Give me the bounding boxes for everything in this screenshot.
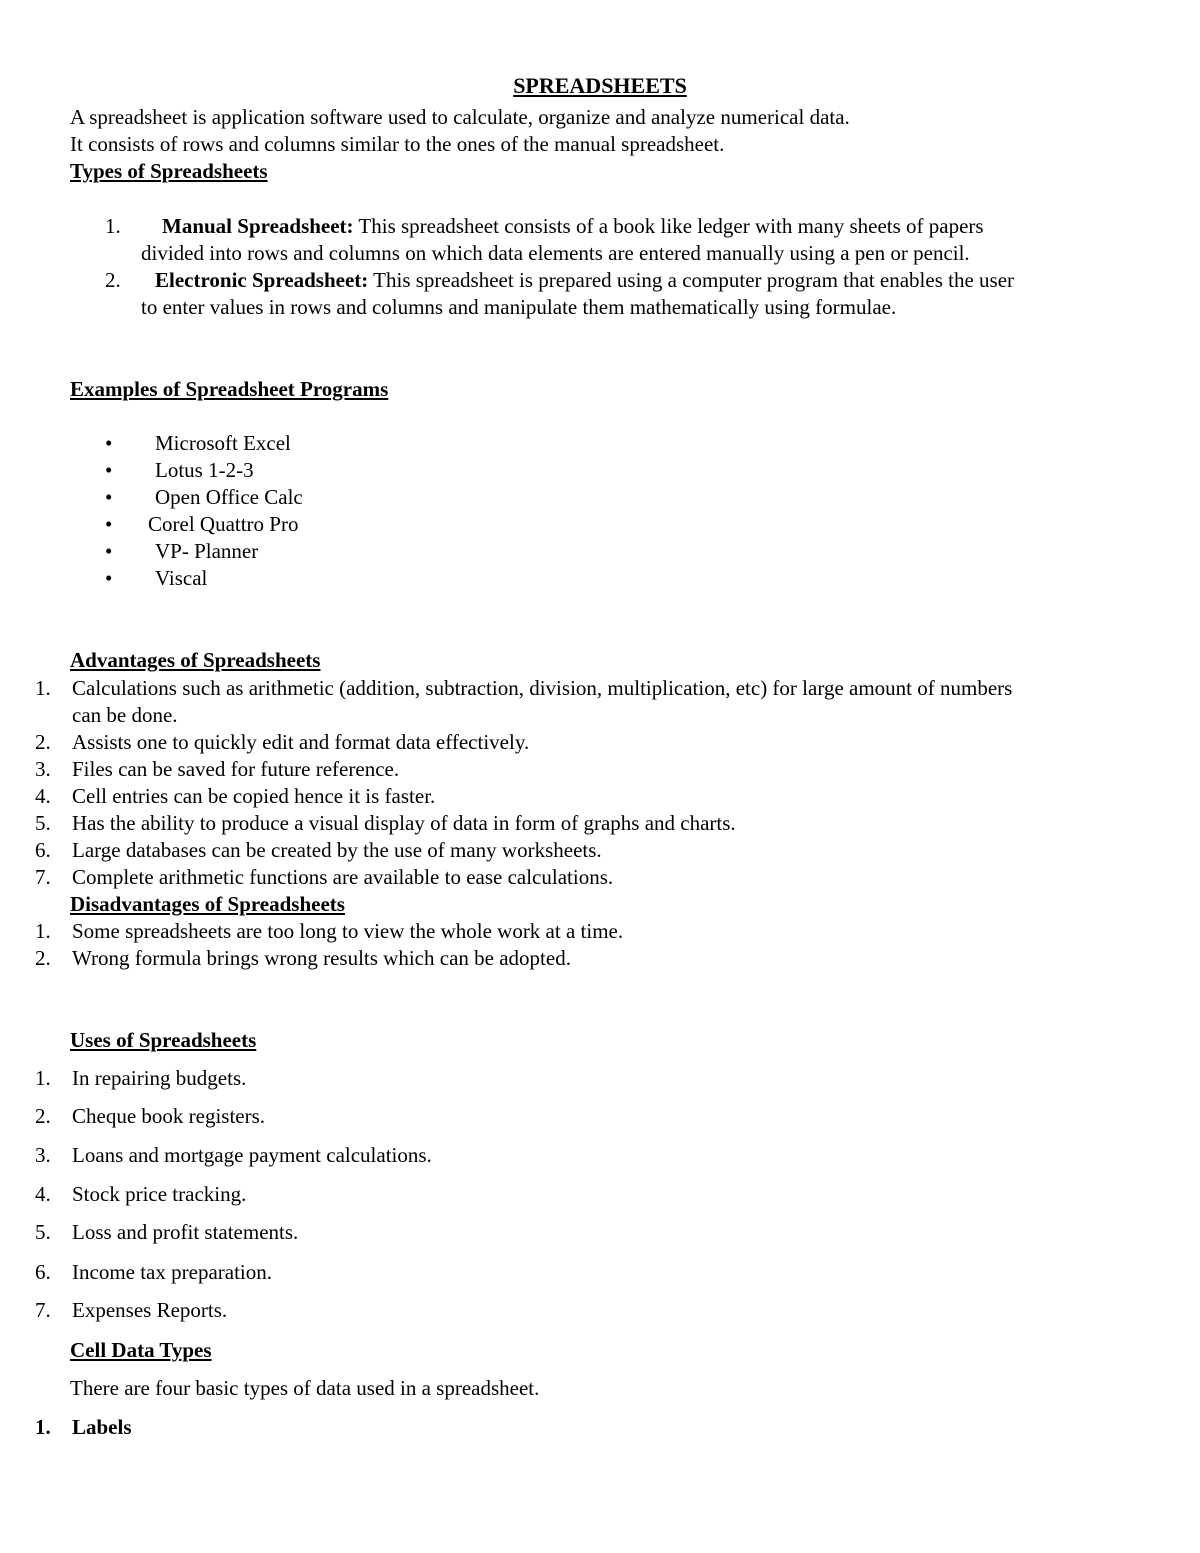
intro-line: A spreadsheet is application software used to calculate, organize and analyze numerical data. <box>70 105 850 129</box>
list-item: Microsoft Excel <box>155 431 291 455</box>
list-number: 2. <box>35 946 51 970</box>
type-term: Electronic Spreadsheet: <box>155 268 369 292</box>
list-number: 5. <box>35 811 51 835</box>
type-desc: This spreadsheet is prepared using a computer program that enables the user <box>368 268 1015 292</box>
list-item: Labels <box>72 1415 132 1439</box>
list-item: VP- Planner <box>155 539 259 563</box>
list-item: Assists one to quickly edit and format data effectively. <box>72 730 530 754</box>
bullet: • <box>105 566 113 590</box>
type-desc-cont: divided into rows and columns on which data elements are entered manually using a pen or pencil. <box>141 241 970 265</box>
list-item: Cheque book registers. <box>72 1104 266 1128</box>
list-item: Loans and mortgage payment calculations. <box>72 1143 432 1167</box>
intro-line: It consists of rows and columns similar to the ones of the manual spreadsheet. <box>70 132 725 156</box>
list-item: Files can be saved for future reference. <box>72 757 400 781</box>
list-number: 1. <box>35 1066 51 1090</box>
list-item: Viscal <box>155 566 208 590</box>
list-item: Corel Quattro Pro <box>148 512 299 536</box>
list-item: Complete arithmetic functions are available to ease calculations. <box>72 865 614 889</box>
list-number: 1. <box>35 676 51 700</box>
type-desc: This spreadsheet consists of a book like ledger with many sheets of papers <box>353 214 984 238</box>
list-item: Calculations such as arithmetic (addition, subtraction, division, multiplication, etc) for large amount of numbers <box>72 676 1013 700</box>
list-item: In repairing budgets. <box>72 1066 247 1090</box>
list-number: 6. <box>35 838 51 862</box>
list-number: 3. <box>35 757 51 781</box>
list-number: 2. <box>105 268 121 292</box>
type-desc-cont: to enter values in rows and columns and manipulate them mathematically using formulae. <box>141 295 897 319</box>
list-item: Large databases can be created by the use of many worksheets. <box>72 838 602 862</box>
list-number: 7. <box>35 1298 51 1322</box>
list-item: Stock price tracking. <box>72 1182 247 1206</box>
list-item <box>155 268 1014 292</box>
list-item: Lotus 1-2-3 <box>155 458 254 482</box>
bullet: • <box>105 485 113 509</box>
list-number: 6. <box>35 1260 51 1284</box>
uses-heading: Uses of Spreadsheets <box>70 1028 257 1052</box>
list-number: 1. <box>105 214 121 238</box>
disadvantages-heading: Disadvantages of Spreadsheets <box>70 892 345 916</box>
page-title: SPREADSHEETS <box>513 73 687 98</box>
examples-heading: Examples of Spreadsheet Programs <box>70 377 389 401</box>
list-item: Cell entries can be copied hence it is faster. <box>72 784 436 808</box>
list-number: 4. <box>35 1182 51 1206</box>
list-number: 2. <box>35 730 51 754</box>
advantages-heading: Advantages of Spreadsheets <box>70 648 321 672</box>
list-item <box>162 214 984 238</box>
list-item: Loss and profit statements. <box>72 1220 299 1244</box>
list-number: 3. <box>35 1143 51 1167</box>
list-number: 7. <box>35 865 51 889</box>
list-number: 1. <box>35 919 51 943</box>
list-item: Some spreadsheets are too long to view the whole work at a time. <box>72 919 624 943</box>
list-number: 4. <box>35 784 51 808</box>
list-item: Open Office Calc <box>155 485 303 509</box>
bullet: • <box>105 431 113 455</box>
bullet: • <box>105 539 113 563</box>
cell-data-heading: Cell Data Types <box>70 1338 212 1362</box>
type-term: Manual Spreadsheet: <box>162 214 354 238</box>
list-item-cont: can be done. <box>72 703 178 727</box>
list-number: 1. <box>35 1415 51 1439</box>
list-item: Income tax preparation. <box>72 1260 272 1284</box>
bullet: • <box>105 512 113 536</box>
types-heading: Types of Spreadsheets <box>70 159 268 183</box>
list-item: Expenses Reports. <box>72 1298 228 1322</box>
list-number: 2. <box>35 1104 51 1128</box>
bullet: • <box>105 458 113 482</box>
cell-data-intro: There are four basic types of data used in a spreadsheet. <box>70 1376 540 1400</box>
list-item: Wrong formula brings wrong results which can be adopted. <box>72 946 571 970</box>
list-number: 5. <box>35 1220 51 1244</box>
list-item: Has the ability to produce a visual display of data in form of graphs and charts. <box>72 811 736 835</box>
